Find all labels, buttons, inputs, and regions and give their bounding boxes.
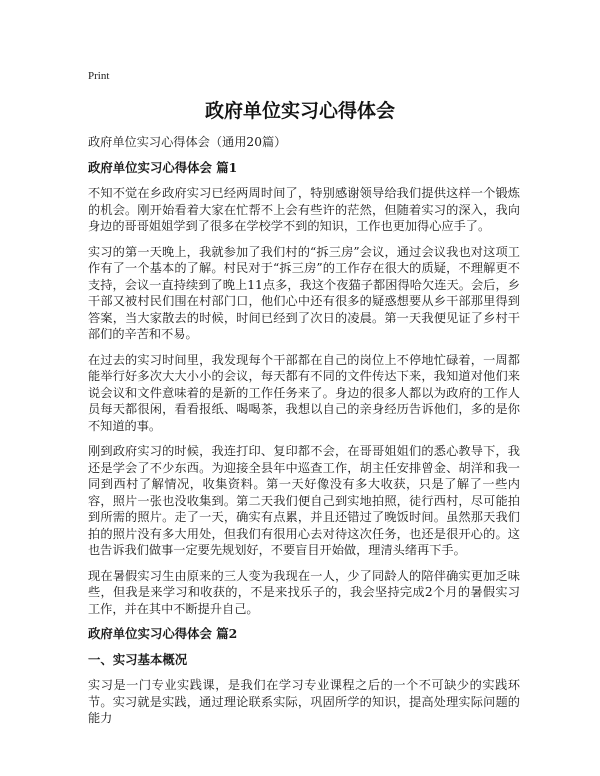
document-body [88,134,520,736]
page-title: 政府单位实习心得体会 [204,100,395,122]
paragraph: 实习是一门专业实践课，是我们在学习专业课程之后的一个不可缺少的实践环节。实习就是实践，通过理论联系实际，巩固所学的知识，提高处理实际问题的能力 [88,678,520,725]
document-subtitle: 政府单位实习心得体会（通用20篇） [88,135,287,149]
paragraph: 在过去的实习时间里，我发现每个干部都在自己的岗位上不停地忙碌着，一周都能举行好多次大大小小的会议，每天都有不同的文件传达下来，我知道对他们来说会议和文件意味着的是新的工作任务来了。身边的很多人都以为政府的工作人员每天都很闲，看看报纸、喝喝茶，我想以自己的亲身经历告诉他们，多的是你不知道的事。 [88,352,520,433]
paragraph: 实习的第一天晚上，我就参加了我们村的“拆三房”会议，通过会议我也对这项工作有了一个基本的了解。村民对于“拆三房”的工作存在很大的质疑，不理解更不支持，会议一直持续到了晚上11点多，我这个夜猫子都困得哈欠连天。会后，乡干部又被村民们围在村部门口，他们心中还有很多的疑惑想要从乡干部那里得到答案，当大家散去的时候，时间已经到了次日的凌晨。第一天我便见证了乡村干部们的辛苦和不易。 [88,244,520,341]
section-heading-2: 政府单位实习心得体会 篇2 [88,626,238,641]
paragraph: 不知不觉在乡政府实习已经两周时间了，特别感谢领导给我们提供这样一个锻炼的机会。刚开始看着大家在忙帮不上会有些许的茫然，但随着实习的深入，我向身边的哥哥姐姐学到了很多在学校学不到的知识，工作也更加得心应手了。 [88,186,520,233]
print-link[interactable]: Print [88,70,110,82]
section-heading-1: 政府单位实习心得体会 篇1 [88,159,238,175]
paragraph: 现在暑假实习生由原来的三人变为我现在一人，少了同龄人的陪伴确实更加乏味些，但我是来学习和收获的，不是来找乐子的，我会坚持完成2个月的暑假实习工作，并在其中不断提升自己。 [88,568,520,616]
paragraph: 刚到政府实习的时候，我连打印、复印都不会，在哥哥姐姐们的悉心教导下，我还是学会了不少东西。为迎接全县年中巡查工作，胡主任安排曾金、胡洋和我一同到西村了解情况，收集资料。第一天好像没有多大收获，只是了解了一些内容，照片一张也没收集到。第二天我们便自己到实地拍照，徒行西村，尽可能拍到所需的照片。走了一天，确实有点累，并且还错过了晚饭时间。虽然那天我们拍的照片没有多大用处，但我们有很用心去对待这次任务，也还是很开心的。这也告诉我们做事一定要先规划好，不要盲目开始做，理清头绪再下手。 [88,444,520,557]
subsection-heading: 一、实习基本概况 [88,651,188,667]
